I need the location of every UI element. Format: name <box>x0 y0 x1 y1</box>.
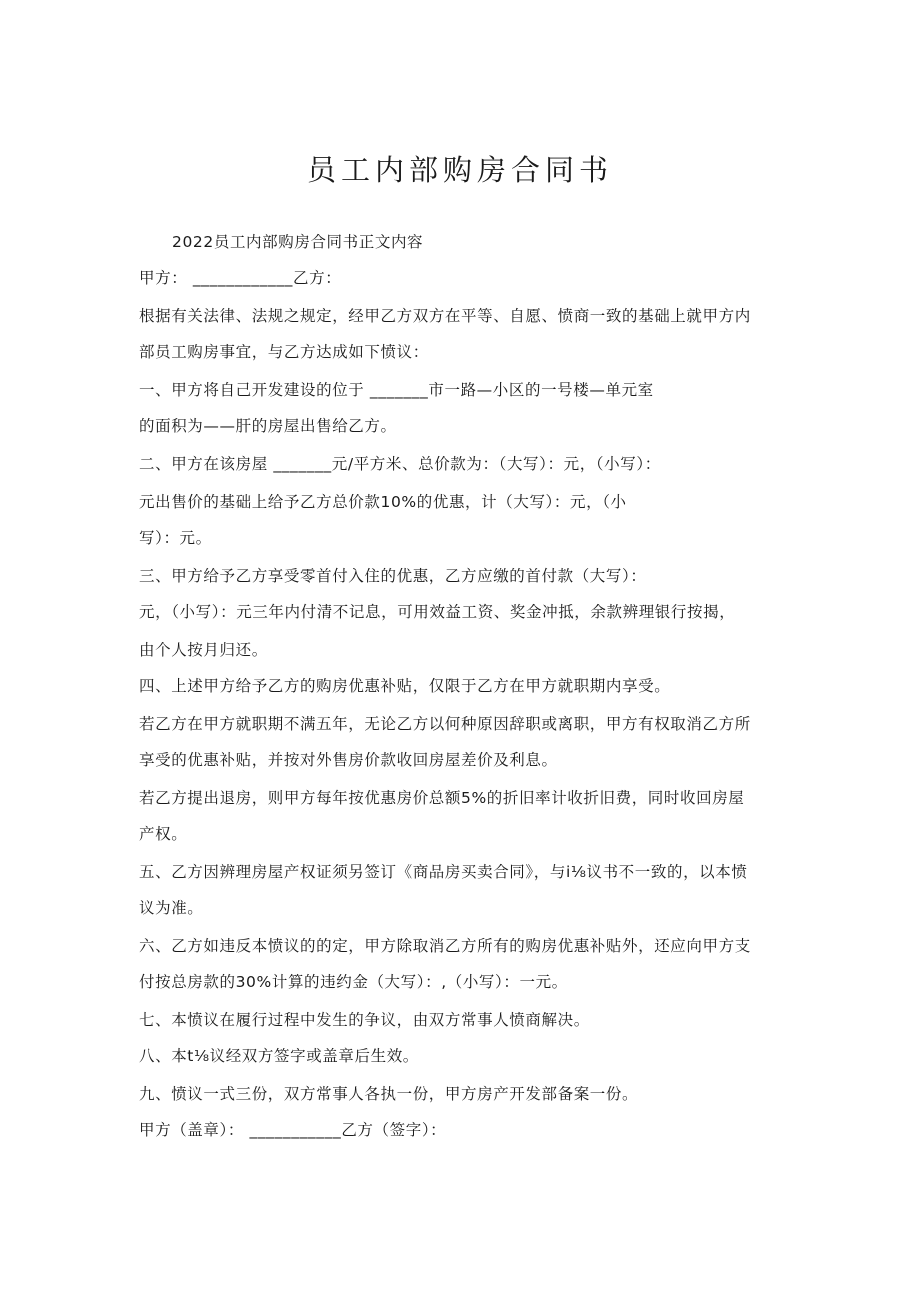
body-line: 产权。 <box>139 825 188 843</box>
body-line: 的面积为——肝的房屋出售给乙方。 <box>139 417 397 435</box>
clause-5: 五、乙方因辨理房屋产权证须另签订《商品房买卖合同》，与i⅛议书不一致的，以本愤 <box>139 863 748 881</box>
clause-2: 二、甲方在该房屋 _______元/平方米、总价款为：（大写）：元，（小写）： <box>139 455 661 473</box>
body-line: 元，（小写）：元三年内付清不记息，可用效益工资、奖金冲抵，余款辨理银行按揭， <box>139 603 736 621</box>
body-line: 若乙方在甲方就职期不满五年，无论乙方以何种原因辞职或离职，甲方有权取消乙方所 <box>139 715 751 733</box>
clause-9: 九、愤议一式三份，双方常事人各执一份，甲方房产开发部备案一份。 <box>139 1085 639 1103</box>
clause-4: 四、上述甲方给予乙方的购房优惠补贴，仅限于乙方在甲方就职期内享受。 <box>139 677 671 695</box>
body-line: 享受的优惠补贴，并按对外售房价款收回房屋差价及利息。 <box>139 751 558 769</box>
clause-7: 七、本愤议在履行过程中发生的争议，由双方常事人愤商解决。 <box>139 1011 590 1029</box>
body-line: 根据有关法律、法规之规定，经甲乙方双方在平等、自愿、愤商一致的基础上就甲方内 <box>139 307 751 325</box>
clause-8: 八、本t⅛议经双方签字或盖章后生效。 <box>139 1047 419 1065</box>
document-title: 员工内部购房合同书 <box>306 153 613 187</box>
clause-6: 六、乙方如违反本愤议的的定，甲方除取消乙方所有的购房优惠补贴外，还应向甲方支 <box>139 937 751 955</box>
body-line: 付按总房款的30%计算的违约金（大写）：,（小写）：一元。 <box>139 973 568 991</box>
body-line: 议为准。 <box>139 899 204 917</box>
body-line: 若乙方提出退房，则甲方每年按优惠房价总额5%的折旧率计收折旧费，同时收回房屋 <box>139 789 745 807</box>
body-line: 部员工购房事宜，与乙方达成如下愤议： <box>139 343 429 361</box>
signature-line: 甲方（盖章）： ___________乙方（签字）： <box>139 1121 447 1139</box>
body-line: 写）：元。 <box>139 529 212 547</box>
clause-3: 三、甲方给予乙方享受零首付入住的优惠，乙方应缴的首付款（大写）： <box>139 567 647 585</box>
clause-1: 一、甲方将自己开发建设的位于 _______市一路—小区的一号楼—单元室 <box>139 381 654 399</box>
party-line: 甲方： ____________乙方： <box>139 269 342 287</box>
subtitle: 2022员工内部购房合同书正文内容 <box>172 233 424 251</box>
body-line: 由个人按月归还。 <box>139 641 268 659</box>
body-line: 元出售价的基础上给予乙方总价款10%的优惠，计（大写）：元，（小 <box>139 493 627 511</box>
